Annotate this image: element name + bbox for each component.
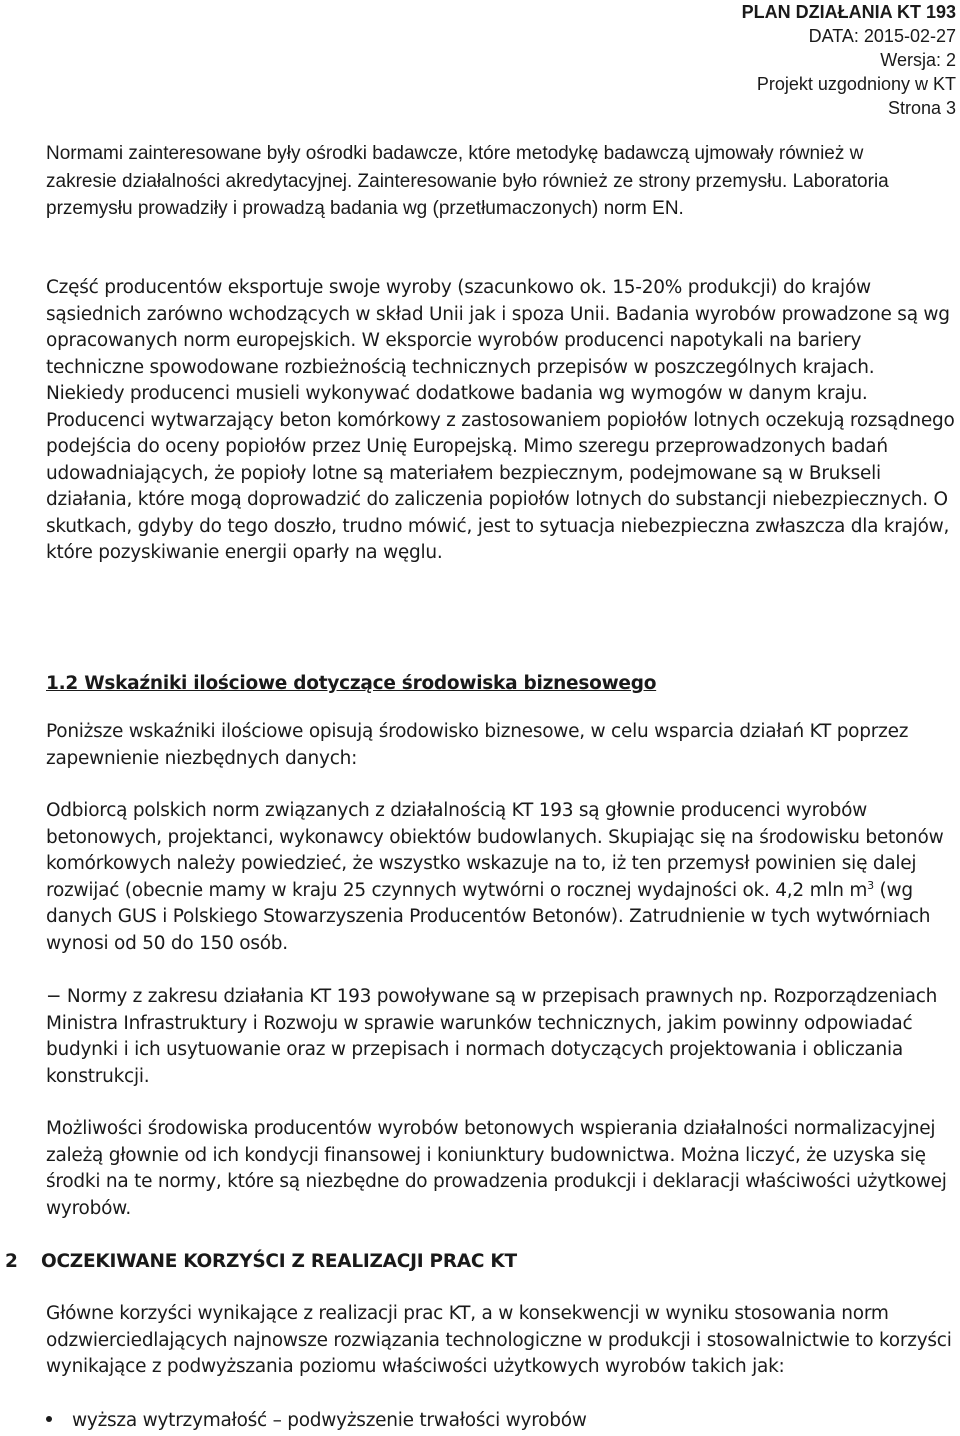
section-1-2-intro: Poniższe wskaźniki ilościowe opisują środowisko biznesowe, w celu wsparcia działań KT poprzez zapewnienie niezbędnych danych: <box>46 721 909 769</box>
document-status: Projekt uzgodniony w KT <box>756 74 956 94</box>
cubic-superscript: 3 <box>867 878 874 892</box>
page-number: Strona 3 <box>887 98 956 118</box>
bullet-icon <box>46 1416 52 1422</box>
bullet-text: wyższa wytrzymałość – podwyższenie trwałości wyrobów <box>72 1410 587 1431</box>
section-1-2-body <box>46 798 958 957</box>
document-header <box>456 0 956 120</box>
intro-paragraph: Normami zainteresowane były ośrodki badawcze, które metodykę badawczą ujmowały również w zakresie działalności akredytacyjnej. Zainteresowanie było również ze strony przemysłu. Laboratoria przemysłu prowadziły i prowadzą badania wg (przetłumaczonych) norm EN. <box>46 143 889 219</box>
bullet-item <box>46 1408 587 1435</box>
plan-title: PLAN DZIAŁANIA KT 193 <box>741 2 956 22</box>
norms-paragraph: − Normy z zakresu działania KT 193 powoływane są w przepisach prawnych np. Rozporządzeniach Ministra Infrastruktury i Rozwoju w sprawie warunków technicznych, jakim powinny odpowiadać budynki i ich usytuowanie oraz w przepisach i normach dotyczących projektowania i obliczania konstrukcji. <box>46 986 938 1087</box>
section-number: 2 <box>5 1251 18 1272</box>
body-text-end: (wg danych GUS i Polskiego Stowarzyszenia Producentów Betonów). Zatrudnienie w tych wytwórniach wynosi od 50 do 150 osób. <box>46 879 931 954</box>
section-heading-2 <box>5 1249 517 1276</box>
export-paragraph: Część producentów eksportuje swoje wyroby (szacunkowo ok. 15-20% produkcji) do krajów sąsiednich zarówno wchodzących w skład Unii jak i spoza Unii. Badania wyrobów prowadzone są wg opracowanych norm europejskich. W eksporcie wyrobów producenci napotykali na bariery techniczne spowodowane rozbieżnością technicznych przepisów w poszczególnych krajach. Niekiedy producenci musieli wykonywać dodatkowe badania wg wymogów w danym kraju. Producenci wytwarzający beton komórkowy z zastosowaniem popiołów lotnych oczekują rozsądnego podejścia do oceny popiołów przez Unię Europejską. Mimo szeregu przeprowadzonych badań udowadniających, że popioły lotne są materiałem bezpiecznym, podejmowane są w Brukseli działania, które mogą doprowadzić do zaliczenia popiołów lotnych do substancji niebezpiecznych. O skutkach, gdyby do tego doszło, trudno mówić, jest to sytuacja niebezpieczna zwłaszcza dla krajów, które pozyskiwanie energii oparły na węglu. <box>46 277 955 563</box>
section-heading-1-2: 1.2 Wskaźniki ilościowe dotyczące środowiska biznesowego <box>46 673 657 694</box>
body-text-start: Odbiorcą polskich norm związanych z działalnością KT 193 są głownie producenci wyrobów betonowych, projektanci, wykonawcy obiektów budowlanych. Skupiając się na środowisku betonów komórkowych należy powiedzieć, że wszystko wskazuje na to, iż ten przemysł powinien się dalej rozwijać (obecnie mamy w kraju 25 czynnych wytwórni o rocznej wydajności ok. 4,2 mln m <box>46 800 944 901</box>
section-2-intro: Główne korzyści wynikające z realizacji prac KT, a w konsekwencji w wyniku stosowania norm odzwierciedlających najnowsze rozwiązania technologiczne w produkcji i stosowalnictwie to korzyści wynikające z podwyższania poziomu właściwości użytkowych wyrobów takich jak: <box>46 1303 952 1377</box>
possibilities-paragraph: Możliwości środowiska producentów wyrobów betonowych wspierania działalności normalizacyjnej zależą głownie od ich kondycji finansowej i koniunktury budownictwa. Można liczyć, że uzyska się środki na te normy, które są niezbędne do prowadzenia produkcji i deklaracji właściwości użytkowej wyrobów. <box>46 1118 947 1219</box>
document-version: Wersja: 2 <box>880 50 956 70</box>
document-date: DATA: 2015-02-27 <box>808 26 956 46</box>
section-title: OCZEKIWANE KORZYŚCI Z REALIZACJI PRAC KT <box>41 1251 517 1272</box>
